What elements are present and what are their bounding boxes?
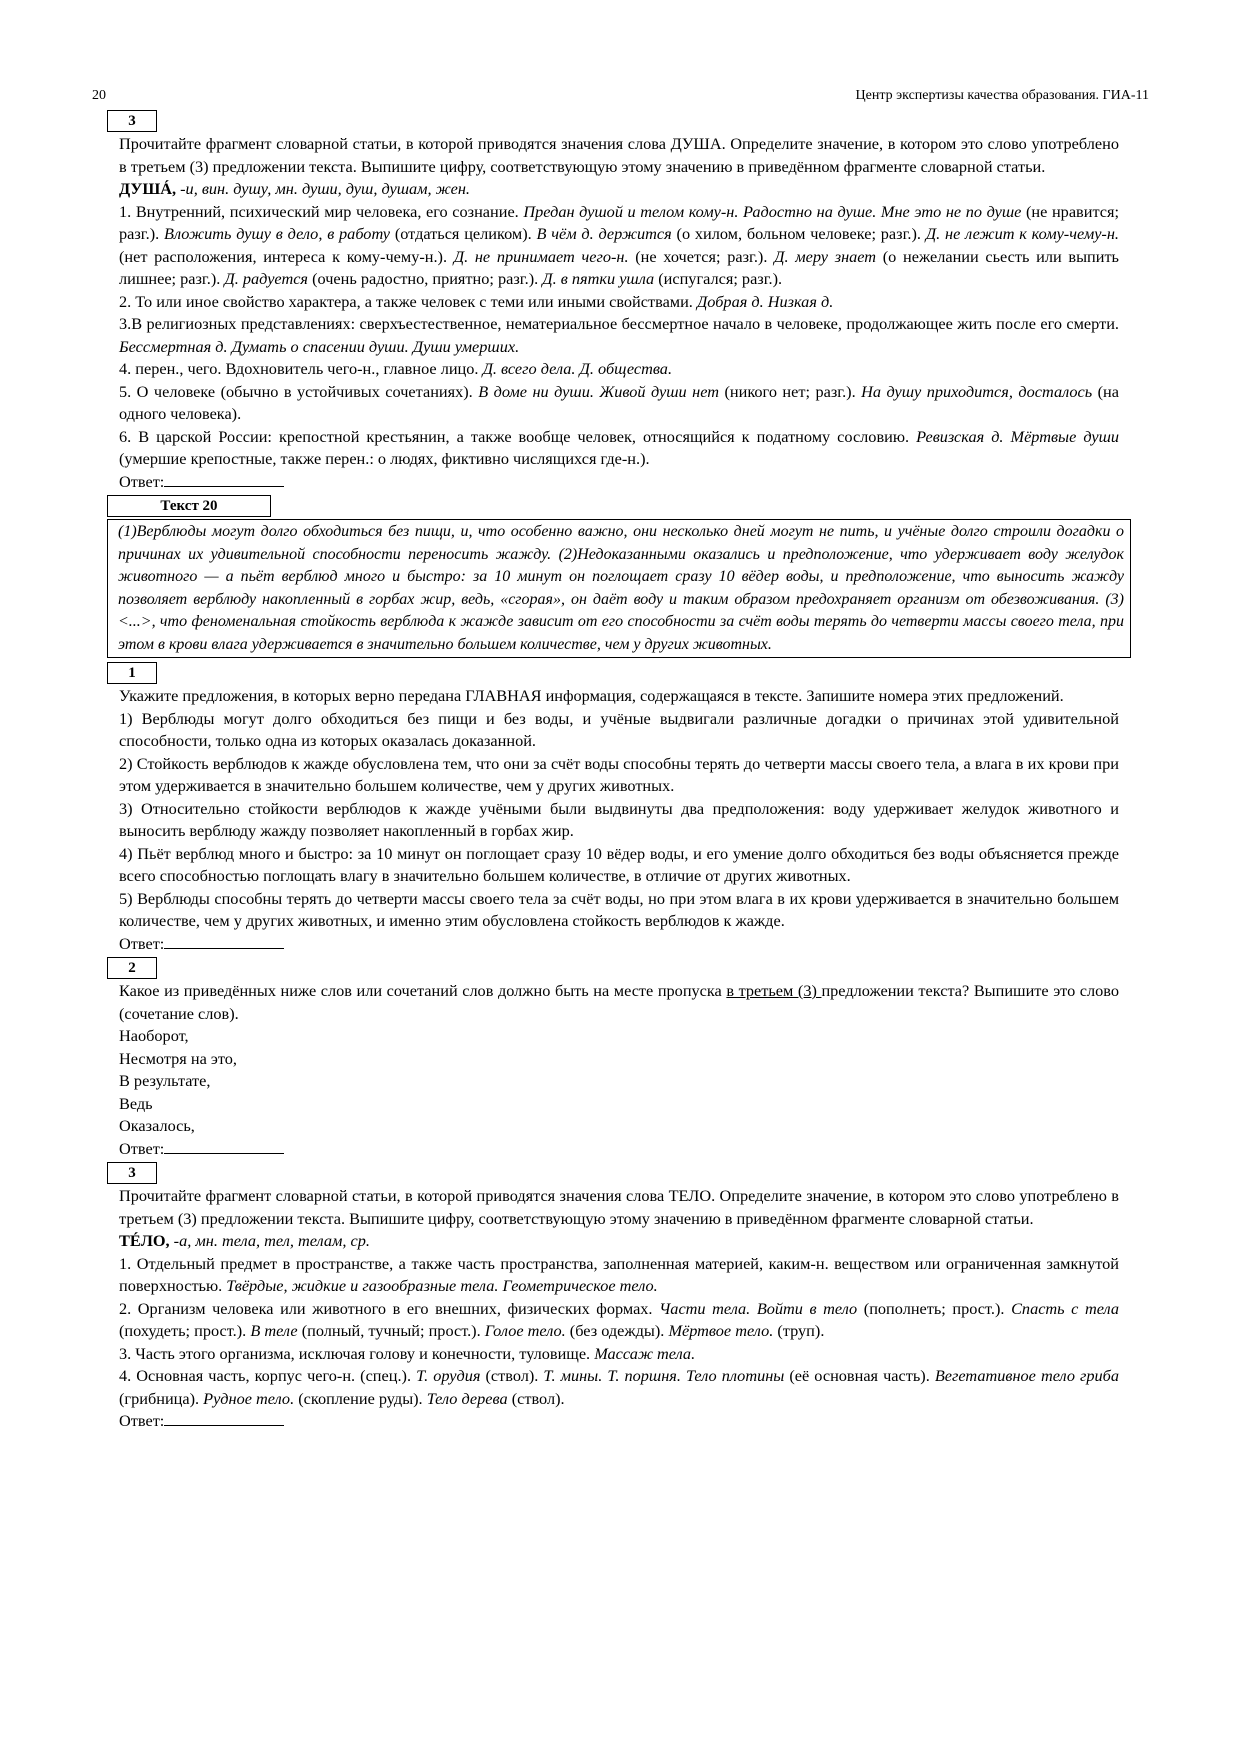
meaning-1: 1. Внутренний, психический мир человека, его сознание. Предан душой и телом кому-н. Радостно на душе. Мне это не по душе (не нравится; разг.). Вложить душу в дело, в работу (отдаться целиком). В чём д. держится (о хилом, больном человеке; разг.). Д. не лежит к кому-чему-н. (нет расположения, интереса к кому-чему-н.). Д. не принимает чего-н. (не хочется; разг.). Д. меру знает (о нежелании сьесть или выпить лишнее; разг.). Д. радуется (очень радостно, приятно; разг.). Д. в пятки ушла (испугался; разг.). [119,201,1120,288]
option-item: 4) Пьёт верблюд много и быстро: за 10 минут он поглощает сразу 10 вёдер воды, и его умение долго обходиться без воды объясняется прежде всего способностью поглощать влагу в значительно большем количестве, в отличие от других животных. [119,843,1119,885]
task-instruction: Укажите предложения, в которых верно передана ГЛАВНАЯ информация, содержащаяся в тексте. Запишите номера этих предложений. [119,686,1064,705]
grammar-note: -и, вин. душу, мн. души, душ, душам, жен. [180,179,470,198]
answer-line[interactable]: Ответ: [119,1410,1119,1433]
task-instruction: Прочитайте фрагмент словарной статьи, в которой приводятся значения слова ТЕЛО. Определите значение, в котором это слово употреблено в третьем (3) предложении текста. Выпишите цифру, соответствующую этому значению в приведённом фрагменте словарной статьи. [119,1186,1119,1228]
option-item: Наоборот, [119,1026,189,1045]
meaning-2: 2. То или иное свойство характера, а также человек с теми или иными свойствами. Добрая д. Низкая д. [119,291,834,311]
option-item: В результате, [119,1071,211,1090]
option-item: Несмотря на это, [119,1048,237,1068]
text-title-box: Текст 20 [107,495,271,517]
dictionary-headword-line [119,178,1119,201]
option-item: 5) Верблюды способны терять до четверти массы своего тела за счёт воды, но при этом влага в их крови удерживается в значительно большем количестве, чем у других животных, и именно этим обусловлена стойкость верблюдов к жажде. [119,888,1119,930]
page-content [118,108,1124,1433]
meaning-2: 2. Организм человека или животного в его внешних, физических формах. Части тела. Войти в тело (пополнеть; прост.). Спасть с тела (похудеть; прост.). В теле (полный, тучный; прост.). Голое тело. (без одежды). Мёртвое тело. (труп). [119,1298,1119,1340]
answer-line[interactable]: Ответ: [119,471,1119,494]
meaning-3: 3.В религиозных представлениях: сверхъестественное, нематериальное бессмертное начало в человеке, продолжающее жить после его смерти. Бессмертная д. Думать о спасении души. Души умерших. [119,314,1119,356]
meaning-1: 1. Отдельный предмет в пространстве, а также часть пространства, заполненная материей, каким-н. веществом или ограниченная замкнутой поверхностью. Твёрдые, жидкие и газообразные тела. Геометрическое тело. [119,1253,1119,1295]
task-instruction: Прочитайте фрагмент словарной статьи, в которой приводятся значения слова ДУША. Определите значение, в котором это слово употреблено в третьем (3) предложении текста. Выпишите цифру, соответствующую этому значению в приведённом фрагменте словарной статьи. [119,134,1119,176]
task-number-box: 3 [107,110,157,132]
headword: ТÉЛО, [119,1231,170,1250]
answer-line[interactable]: Ответ: [119,933,1119,956]
answer-blank[interactable] [164,471,284,487]
option-item: 3) Относительно стойкости верблюдов к жажде учёными были выдвинуты два предположения: воду удерживает желудок животного и выносить верблюду жажду позволяет накопленный в горбах жир. [119,798,1119,840]
running-header: Центр экспертизы качества образования. ГИА-11 [855,88,1149,103]
task-number-box: 3 [107,1162,157,1184]
task-number-box: 1 [107,662,157,684]
answer-blank[interactable] [164,933,284,949]
meaning-3: 3. Часть этого организма, исключая голову и конечности, туловище. Массаж тела. [119,1343,696,1363]
reading-text-box [107,519,1131,658]
reading-text: (1)Верблюды могут долго обходиться без пищи, и, что особенно важно, они несколько дней могут не пить, и учёные долго строили догадки о причинах их удивительной способности переносить жажду. (2)Недоказанными оказались и предположение, что удерживает воду желудок животного — а пьёт верблюд много и быстро: за 10 минут он поглощает сразу 10 вёдер воды, и предположение, что выносить жажду позволяет верблюду накопленный в горбах жир, ведь, «сгорая», он даёт воду и таким образом предохраняет организм от обезвоживания. (3)<...>, что феноменальная стойкость верблюда к жажде зависит от его способности за счёт воды терять до четверти массы своего тела, при этом в крови влага удерживается в значительно большем количестве, чем у других животных. [118,523,1124,653]
meaning-5: 5. О человеке (обычно в устойчивых сочетаниях). В доме ни души. Живой души нет (никого нет; разг.). На душу приходится, досталось (на одного человека). [119,381,1119,423]
meaning-6: 6. В царской России: крепостной крестьянин, а также вообще человек, относящийся к податному сословию. Ревизская д. Мёртвые души (умершие крепостные, также перен.: о людях, фиктивно числящихся где-н.). [119,426,1120,468]
option-item: 2) Стойкость верблюдов к жажде обусловлена тем, что они за счёт воды способны терять до четверти массы своего тела, а влага в их крови при этом удерживается в значительно большем количестве, чем у других животных. [119,753,1119,795]
option-item: 1) Верблюды могут долго обходиться без пищи и без воды, и учёные выдвигали различные догадки о причинах этой удивительной способности, только одна из которых оказалась доказанной. [119,708,1119,750]
headword: ДУШÁ, [119,179,177,198]
answer-line[interactable]: Ответ: [119,1138,1119,1161]
task-instruction: Какое из приведённых ниже слов или сочетаний слов должно быть на месте пропуска в третьем (3) предложении текста? Выпишите это слово (сочетание слов). [119,981,1119,1023]
answer-blank[interactable] [164,1138,284,1154]
grammar-note: -а, мн. тела, тел, телам, ср. [173,1231,370,1250]
meaning-4: 4. перен., чего. Вдохновитель чего-н., главное лицо. Д. всего дела. Д. общества. [119,359,673,378]
page-number: 20 [92,88,106,103]
answer-blank[interactable] [164,1410,284,1426]
option-item: Ведь [119,1093,153,1113]
dictionary-headword-line [119,1230,1119,1253]
meaning-4: 4. Основная часть, корпус чего-н. (спец.). Т. орудия (ствол). Т. мины. Т. поршня. Тело плотины (её основная часть). Вегетативное тело гриба (грибница). Рудное тело. (скопление руды). Тело дерева (ствол). [119,1366,1119,1408]
task-number-box: 2 [107,957,157,979]
option-item: Оказалось, [119,1116,195,1135]
